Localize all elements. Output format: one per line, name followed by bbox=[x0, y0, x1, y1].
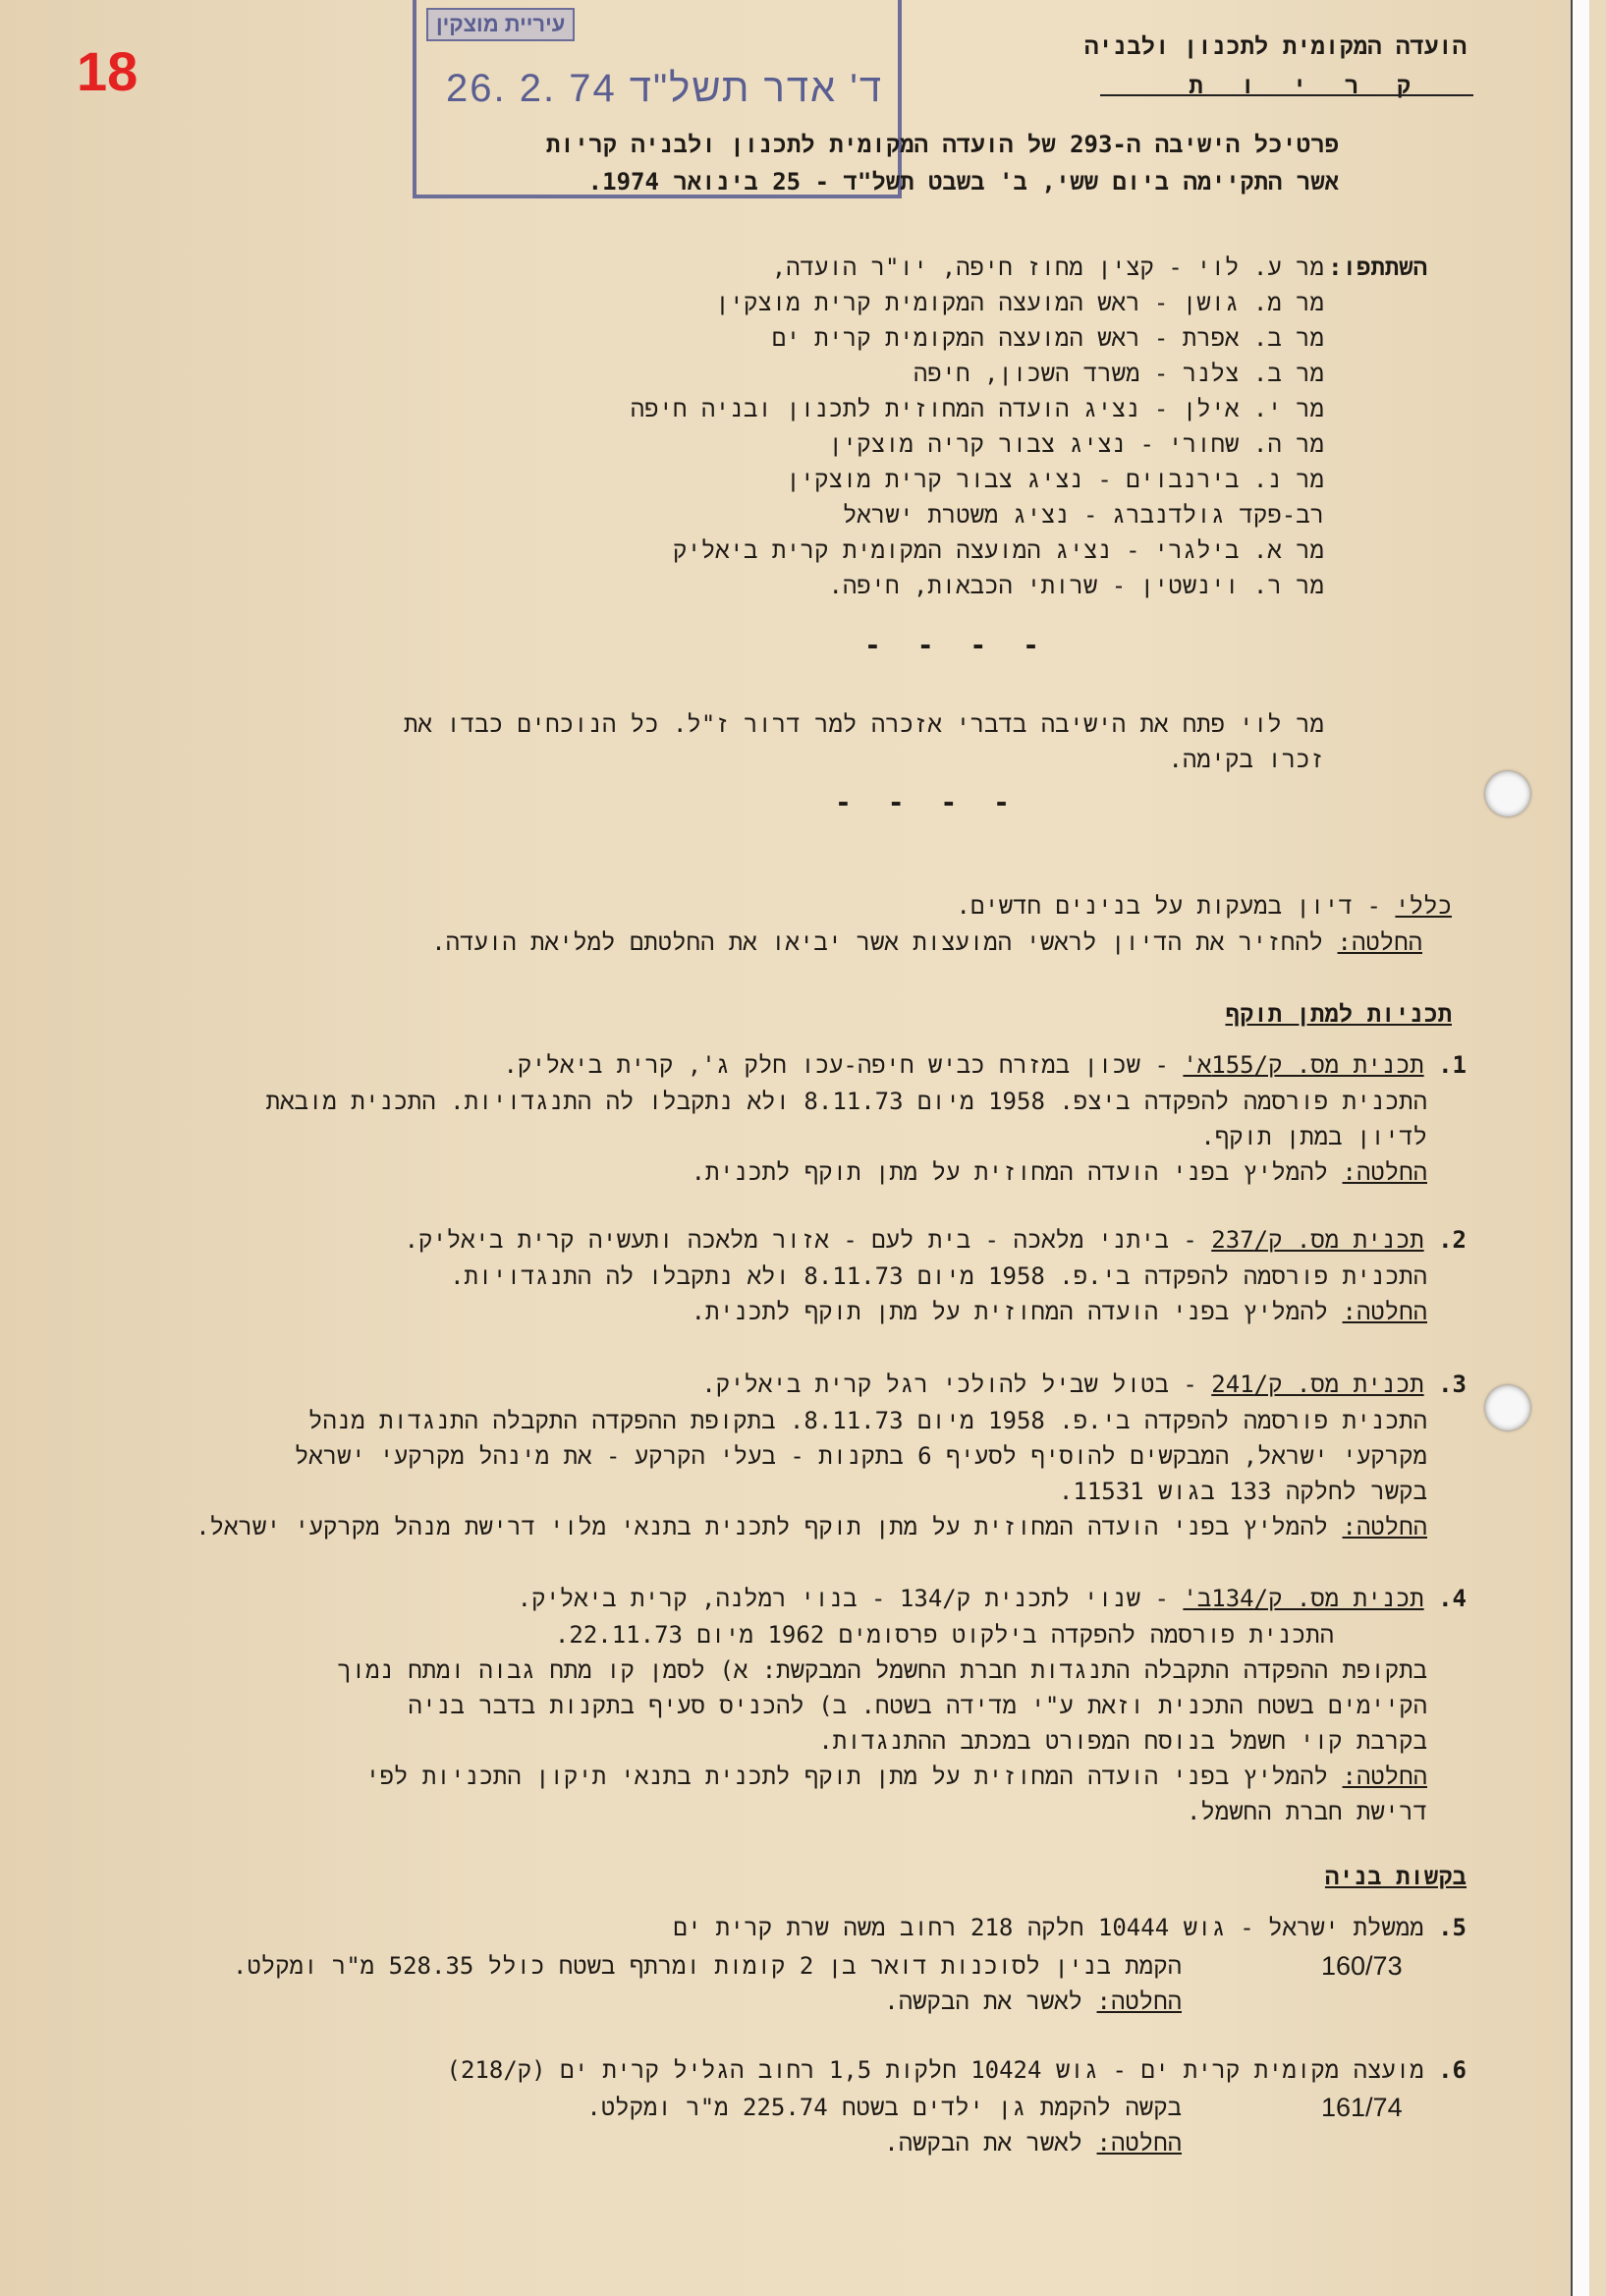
request-title: מועצה מקומית קרית ים - גוש 10424 חלקות 1,5 רחוב הגליל קרית ים (ק/218) bbox=[446, 2056, 1424, 2084]
page-edge bbox=[1571, 0, 1589, 2296]
decision-text: לאשר את הבקשה. bbox=[884, 2129, 1097, 2156]
committee-place: ק ר י ו ת bbox=[1189, 72, 1422, 99]
plan-decision bbox=[195, 1510, 1427, 1543]
participant-row: מר י. אילן - נציג הועדה המחוזית לתכנון ובניה חיפה bbox=[630, 395, 1324, 422]
file-number: 161/74 bbox=[1321, 2093, 1403, 2122]
plan-text: התכנית פורסמה להפקדה בי.פ. 1958 מיום 8.11.73 ולא נתקבלו לה התנגדויות. bbox=[450, 1262, 1427, 1290]
item-number: 3. bbox=[1438, 1371, 1467, 1398]
participant-row: מר ב. צלנר - משרד השכון, חיפה bbox=[913, 360, 1324, 387]
item-number: 6. bbox=[1438, 2056, 1467, 2084]
plan-decision bbox=[692, 1295, 1427, 1328]
title-line2: אשר התקיימה ביום ששי, ב' בשבט תשל"ד - 25 בינואר 1974. bbox=[587, 168, 1339, 196]
plan-title: - ביתני מלאכה - בית לעם - אזור מלאכה ותעשיה קרית ביאליק. bbox=[404, 1226, 1212, 1254]
plan-item-4 bbox=[518, 1582, 1467, 1615]
plan-decision bbox=[692, 1155, 1427, 1189]
decision-label: החלטה: bbox=[1342, 1158, 1427, 1186]
decision-label: החלטה: bbox=[1096, 2129, 1182, 2156]
page-number: 18 bbox=[77, 40, 138, 102]
decision-label: החלטה: bbox=[1342, 1763, 1427, 1790]
opening-line1: מר לוי פתח את הישיבה בדברי אזכרה למר דרור ז"ל. כל הנוכחים כבדו את bbox=[404, 710, 1324, 738]
opening-line2: זכרו בקימה. bbox=[1168, 746, 1324, 773]
plan-title: - שכון במזרח כביש חיפה-עכו חלק ג', קרית ביאליק. bbox=[503, 1051, 1184, 1079]
decision-text: לאשר את הבקשה. bbox=[884, 1988, 1097, 2015]
punch-hole bbox=[1485, 1385, 1530, 1430]
participants-label: השתתפו: bbox=[1328, 253, 1427, 281]
stamp-line2: 26. 2. 74 ד' אדר תשל"ד bbox=[446, 67, 884, 110]
decision-label: החלטה: bbox=[1342, 1298, 1427, 1325]
request-text: בקשה להקמת גן ילדים בשטח 225.74 מ"ר ומקלט. bbox=[586, 2094, 1182, 2121]
participant-row: מר מ. גושן - ראש המועצה המקומית קרית מוצקין bbox=[715, 289, 1324, 316]
request-text: הקמת בנין לסוכנות דואר בן 2 קומות ומרתף בשטח כולל 528.35 מ"ר ומקלט. bbox=[233, 1952, 1182, 1980]
plan-title: - בטול שביל להולכי רגל קרית ביאליק. bbox=[701, 1371, 1212, 1398]
item-number: 5. bbox=[1438, 1914, 1467, 1941]
decision-label: החלטה: bbox=[1096, 1988, 1182, 2015]
committee-name: הועדה המקומית לתכנון ולבניה bbox=[1083, 32, 1467, 60]
plan-number-label: תכנית מס. ק/134ב' bbox=[1183, 1585, 1424, 1612]
plan-text: הקיימים בשטח התכנית וזאת ע"י מדידה בשטח. ב) להכניס סעיף בתקנות בדבר בניה bbox=[408, 1692, 1427, 1719]
decision-text: להחזיר את הדיון לראשי המועצות אשר יביאו את החלטתם למליאת הועדה. bbox=[431, 928, 1338, 956]
punch-hole bbox=[1485, 771, 1530, 816]
decision-text: להמליץ בפני הועדה המחוזית על מתן תוקף לתכנית בתנאי תיקון התכניות לפי bbox=[365, 1763, 1343, 1790]
separator: - - - - bbox=[835, 786, 1021, 818]
general-decision bbox=[431, 925, 1422, 959]
request-decision bbox=[884, 2126, 1182, 2159]
plan-number-label: תכנית מס. ק/241 bbox=[1211, 1371, 1424, 1398]
plan-number-label: תכנית מס. ק/155א' bbox=[1183, 1051, 1424, 1079]
general-item bbox=[957, 889, 1452, 923]
general-text: - דיון במעקות על בנינים חדשים. bbox=[956, 892, 1396, 920]
participant-row: מר ה. שחורי - נציג צבור קריה מוצקין bbox=[828, 430, 1324, 458]
plan-text: בתקופת ההפקדה התקבלה התנגדות חברת החשמל המבקשת: א) לסמן קו מתח גבוה ומתח נמוך bbox=[337, 1656, 1427, 1684]
section-plans-heading: תכניות למתן תוקף bbox=[1225, 1000, 1452, 1028]
stamp-line1: עיריית מוצקין bbox=[426, 8, 575, 41]
participant-row: מר ר. וינשטין - שרותי הכבאות, חיפה. bbox=[828, 572, 1324, 599]
item-number: 4. bbox=[1438, 1585, 1467, 1612]
request-item-6 bbox=[447, 2053, 1468, 2087]
plan-text: מקרקעי ישראל, המבקשים להוסיף לסעיף 6 בתקנות - בעלי הקרקע - את מינהל מקרקעי ישראל bbox=[294, 1442, 1427, 1470]
plan-text: התכנית פורסמה להפקדה בי.פ. 1958 מיום 8.11.73. בתקופת ההפקדה התקבלה התנגדות מנהל bbox=[308, 1407, 1427, 1434]
plan-text: התכנית פורסמה להפקדה בילקוט פרסומים 1962 מיום 22.11.73. bbox=[554, 1621, 1334, 1649]
decision-label: החלטה: bbox=[1337, 928, 1422, 956]
file-number: 160/73 bbox=[1321, 1951, 1403, 1981]
separator: - - - - bbox=[864, 629, 1050, 661]
participant-row: מר א. בילגרי - נציג המועצה המקומית קרית ביאליק bbox=[673, 536, 1324, 564]
plan-title: - שנוי לתכנית ק/134 - בנוי רמלנה, קרית ביאליק. bbox=[517, 1585, 1184, 1612]
plan-text: התכנית פורסמה להפקדה ביצפ. 1958 מיום 8.11.73 ולא נתקבלו לה התנגדויות. התכנית מובאת bbox=[265, 1088, 1427, 1115]
plan-item-1 bbox=[503, 1048, 1467, 1082]
decision-text: להמליץ בפני הועדה המחוזית על מתן תוקף לתכנית. bbox=[691, 1158, 1343, 1186]
decision-text: להמליץ בפני הועדה המחוזית על מתן תוקף לתכנית בתנאי מלוי דרישת מנהל מקרקעי ישראל. bbox=[195, 1513, 1343, 1540]
participant-row: רב-פקד גולדנברג - נציג משטרת ישראל bbox=[842, 501, 1324, 529]
item-number: 2. bbox=[1438, 1226, 1467, 1254]
item-number: 1. bbox=[1438, 1051, 1467, 1079]
decision-text: להמליץ בפני הועדה המחוזית על מתן תוקף לתכנית. bbox=[691, 1298, 1343, 1325]
plan-number-label: תכנית מס. ק/237 bbox=[1211, 1226, 1424, 1254]
request-item-5 bbox=[673, 1911, 1467, 1944]
request-decision bbox=[884, 1985, 1182, 2018]
plan-text: דרישת חברת החשמל. bbox=[1187, 1798, 1427, 1825]
plan-text: לדיון במתן תוקף. bbox=[1200, 1123, 1427, 1150]
request-title: ממשלת ישראל - גוש 10444 חלקה 218 רחוב משה שרת קרית ים bbox=[673, 1914, 1424, 1941]
participant-row: מר ב. אפרת - ראש המועצה המקומית קרית ים bbox=[771, 324, 1324, 352]
plan-item-3 bbox=[701, 1368, 1467, 1401]
general-label: כללי bbox=[1395, 892, 1452, 920]
participant-row: מר ע. לוי - קצין מחוז חיפה, יו"ר הועדה, bbox=[771, 253, 1324, 281]
participant-row: מר נ. בירנבוים - נציג צבור קרית מוצקין bbox=[786, 466, 1324, 493]
title-line1: פרטיכל הישיבה ה-293 של הועדה המקומית לתכנון ולבניה קריות bbox=[545, 131, 1339, 158]
plan-text: בקרבת קוי חשמל בנוסח המפורט במכתב ההתנגדות. bbox=[818, 1727, 1427, 1755]
plan-item-2 bbox=[405, 1223, 1467, 1257]
header-underline bbox=[1100, 94, 1473, 96]
plan-text: בקשר לחלקה 133 בגוש 11531. bbox=[1058, 1478, 1427, 1505]
plan-decision bbox=[365, 1760, 1427, 1793]
section-requests-heading: בקשות בניה bbox=[1324, 1863, 1467, 1890]
decision-label: החלטה: bbox=[1342, 1513, 1427, 1540]
